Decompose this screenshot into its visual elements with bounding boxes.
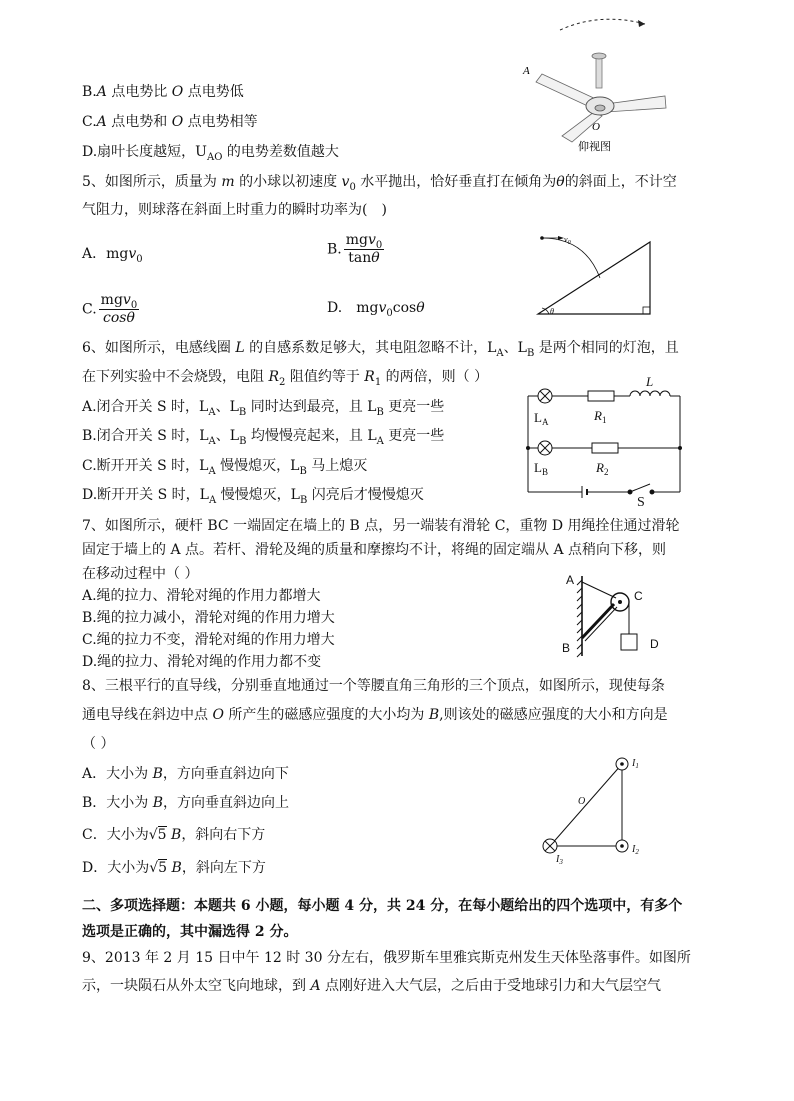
svg-text:v0: $v_0$ [564, 235, 571, 246]
circuit-figure [520, 368, 690, 510]
q9-stem-line1: 9、2013 年 2 月 15 日中午 12 时 30 分左右，俄罗斯车里雅宾斯克州发生天体坠落事件。如图所 [82, 950, 691, 966]
svg-text:L: L [646, 374, 654, 389]
q7-option-c: C.绳的拉力不变，滑轮对绳的作用力增大 [82, 632, 335, 648]
q6-option-a: A.闭合开关 S 时，$L_A$、$L_B$ 同时达到最亮，且 $L_B$ 更亮一些 [82, 399, 445, 418]
incline-projectile-figure [530, 228, 660, 320]
svg-text:S: S [637, 495, 645, 510]
fan-caption: 仰视图 [578, 140, 611, 153]
q5-option-d: D. mgv$_0$cosθ [327, 300, 425, 319]
section2-heading-line1: 二、多项选择题：本题共 6 小题，每小题 4 分，共 24 分，在每小题给出的四个选项中，有多个 [82, 898, 683, 914]
q8-option-c: C．大小为√5 B，斜向右下方 [82, 827, 266, 843]
q4-option-d: D.扇叶长度越短，$U_{AO}$ 的电势差数值越大 [82, 144, 339, 163]
fan-label-o: O [592, 121, 600, 133]
q8-stem-line2: 通电导线在斜边中点 O 所产生的磁感应强度的大小均为 B,则该处的磁感应强度的大小和方向是 [82, 707, 668, 723]
q4-option-b: B.A 点电势比 O 点电势低 [82, 84, 244, 100]
svg-text:I2: $I_2$ [632, 844, 639, 856]
q8-stem-line1: 8、三根平行的直导线，分别垂直地通过一个等腰直角三角形的三个顶点，如图所示，现使每条 [82, 678, 665, 694]
q4-option-c: C.A 点电势和 O 点电势相等 [82, 114, 258, 130]
q8-option-d: D．大小为√5 B，斜向左下方 [82, 860, 266, 876]
svg-text:O: O [578, 796, 586, 807]
q6-option-c: C.断开开关 S 时，$L_A$ 慢慢熄灭，$L_B$ 马上熄灭 [82, 458, 368, 477]
section2-heading-line2: 选项是正确的，其中漏选得 2 分。 [82, 924, 298, 940]
svg-text:A: A [566, 573, 575, 587]
q7-stem-line2: 固定于墙上的 A 点。若杆、滑轮及绳的质量和摩擦均不计，将绳的固定端从 A 点稍向下移，则 [82, 542, 667, 558]
svg-text:B: B [562, 641, 571, 655]
svg-text:LB: $L_B$ [534, 460, 548, 477]
q7-option-a: A.绳的拉力、滑轮对绳的作用力都增大 [82, 588, 321, 604]
q7-stem-line1: 7、如图所示，硬杆 BC 一端固定在墙上的 B 点，另一端装有滑轮 C，重物 D 用绳拴住通过滑轮 [82, 518, 680, 534]
q5-option-c: C. $\frac{mgv_0}{\cos\theta}$ [82, 292, 138, 326]
pulley-rod-figure [558, 570, 668, 658]
q9-stem-line2: 示，一块陨石从外太空飞向地球，到 A 点刚好进入大气层，之后由于受地球引力和大气层空气 [82, 978, 662, 994]
q5-stem-line1: 5、如图所示，质量为 m 的小球以初速度 $v_0$ 水平抛出，恰好垂直打在倾角为θ的斜面上，不计空 [82, 174, 677, 193]
fan-label-a: A [523, 65, 530, 77]
q5-stem-line2: 气阻力，则球落在斜面上时重力的瞬时功率为( ) [82, 202, 387, 218]
q7-option-b: B.绳的拉力减小，滑轮对绳的作用力增大 [82, 610, 335, 626]
svg-text:R2: $R_2$ [596, 460, 609, 477]
svg-text:R1: $R_1$ [594, 408, 607, 425]
q8-stem-line3: （ ） [82, 736, 115, 752]
svg-text:I3: $I_3$ [556, 854, 563, 866]
ceiling-fan-figure [520, 8, 680, 158]
q7-stem-line3: 在移动过程中（ ） [82, 566, 199, 582]
svg-text:I1: $I_1$ [632, 758, 639, 770]
q6-option-b: B.闭合开关 S 时，$L_A$、$L_B$ 均慢慢亮起来，且 $L_A$ 更亮一些 [82, 428, 445, 447]
q7-option-d: D.绳的拉力、滑轮对绳的作用力都不变 [82, 654, 322, 670]
q5-option-b: B. $\frac{mgv_0}{\tan\theta}$ [327, 232, 383, 266]
q6-stem-line2: 在下列实验中不会烧毁，电阻 $R_2$ 阻值约等于 $R_1$ 的两倍，则（ ） [82, 369, 489, 388]
q6-option-d: D.断开开关 S 时，$L_A$ 慢慢熄灭，$L_B$ 闪亮后才慢慢熄灭 [82, 487, 424, 506]
q6-stem-line1: 6、如图所示，电感线圈 L 的自感系数足够大，其电阻忽略不计，$L_A$、$L_B$ 是两个相同的灯泡，且 [82, 340, 679, 359]
wire-triangle-figure [536, 750, 656, 868]
svg-text:θ: θ [550, 307, 554, 316]
q8-option-a: A．大小为 B，方向垂直斜边向下 [82, 766, 289, 782]
q8-option-b: B．大小为 B，方向垂直斜边向上 [82, 795, 290, 811]
svg-text:D: D [650, 637, 659, 651]
svg-text:C: C [634, 589, 643, 603]
q5-option-a: A．mgv$_0$ [82, 246, 143, 265]
svg-text:LA: $L_A$ [534, 410, 549, 427]
